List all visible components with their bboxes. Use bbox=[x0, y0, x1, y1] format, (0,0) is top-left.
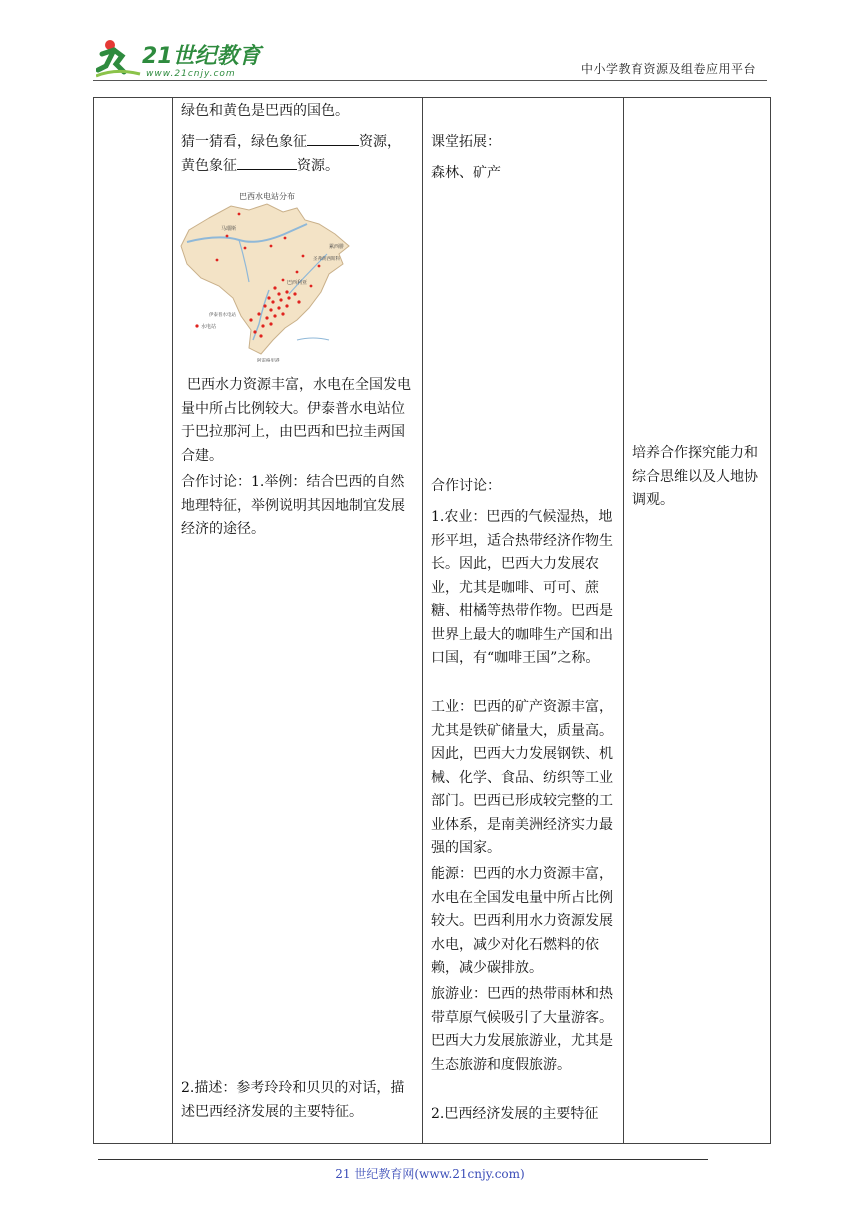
brazil-hydropower-map bbox=[179, 190, 411, 362]
map-legend: 水电站 bbox=[201, 324, 217, 330]
flag-text: 绿色和黄色是巴西的国色。 bbox=[181, 103, 349, 119]
teacher-activity-cell bbox=[423, 98, 624, 1144]
header-divider bbox=[93, 80, 767, 81]
discussion-title: 合作讨论： bbox=[431, 478, 501, 494]
page-header bbox=[0, 0, 860, 90]
extension-answer: 森林、矿产 bbox=[431, 165, 501, 181]
guess-line1-b: 资源， bbox=[359, 134, 401, 150]
map-label-recife: 累西腓 bbox=[329, 244, 345, 250]
table-row bbox=[94, 98, 771, 1144]
extension-title: 课堂拓展： bbox=[431, 134, 501, 150]
lesson-table bbox=[93, 97, 771, 1144]
industry-answer: 工业：巴西的矿产资源丰富，尤其是铁矿储量大，质量高。因此，巴西大力发展钢铁、机械、化学、食品、纺织等工业部门。巴西已形成较完整的工业体系，是南美洲经济实力最强的国家。 bbox=[431, 699, 613, 856]
guess-question bbox=[181, 131, 417, 178]
guess-line2-b: 资源。 bbox=[297, 157, 339, 174]
blank-field-yellow[interactable] bbox=[237, 155, 297, 170]
map-title: 巴西水电站分布 bbox=[239, 192, 295, 201]
footer-link[interactable]: 21 世纪教育网(www.21cnjy.com) bbox=[335, 1167, 525, 1181]
energy-answer: 能源：巴西的水力资源丰富，水电在全国发电量中所占比例较大。巴西利用水力资源发展水电，减少对化石燃料的依赖，减少碳排放。 bbox=[431, 866, 613, 976]
logo-text: 21世纪教育 bbox=[142, 44, 261, 69]
hydro-paragraph: 巴西水力资源丰富，水电在全国发电量中所占比例较大。伊泰普水电站位于巴拉那河上，由巴西和巴拉圭两国合建。 bbox=[181, 377, 411, 464]
footer-divider bbox=[98, 1159, 708, 1160]
design-intent-cell bbox=[624, 98, 771, 1144]
brazil-land bbox=[181, 204, 349, 354]
legend-dot-icon bbox=[195, 324, 198, 327]
map-label-sao-francisco: 圣弗朗西斯科 bbox=[313, 257, 340, 262]
goal-text: 培养合作探究能力和综合思维以及人地协调观。 bbox=[632, 445, 758, 508]
guess-line2-a: 黄色象征 bbox=[181, 157, 237, 174]
student-activity-cell bbox=[173, 98, 423, 1144]
discussion-question: 合作讨论：1.举例：结合巴西的自然地理特征，举例说明其因地制宜发展经济的途径。 bbox=[181, 474, 405, 537]
blank-field-green[interactable] bbox=[307, 131, 359, 146]
logo-url: www.21cnjy.com bbox=[146, 69, 236, 79]
platform-name: 中小学教育资源及组卷应用平台 bbox=[580, 62, 756, 76]
stage-cell bbox=[94, 98, 173, 1144]
guess-line1-a: 猜一猜看，绿色象征 bbox=[181, 134, 307, 150]
tourism-answer: 旅游业：巴西的热带雨林和热带草原气候吸引了大量游客。巴西大力发展旅游业，尤其是生态旅游和度假旅游。 bbox=[431, 986, 613, 1073]
map-label-brasilia: 巴西利亚 bbox=[287, 280, 308, 286]
map-label-porto-alegre: 阿雷格里港 bbox=[257, 359, 280, 362]
logo bbox=[96, 36, 266, 80]
features-answer: 2.巴西经济发展的主要特征 bbox=[431, 1106, 599, 1122]
map-label-manaus: 马瑙斯 bbox=[221, 226, 237, 232]
describe-question: 2.描述：参考玲玲和贝贝的对话，描述巴西经济发展的主要特征。 bbox=[181, 1080, 405, 1120]
agriculture-answer: 1.农业：巴西的气候湿热，地形平坦，适合热带经济作物生长。因此，巴西大力发展农业，尤其是咖啡、可可、蔗糖、柑橘等热带作物。巴西是世界上最大的咖啡生产国和出口国，有“咖啡王国”之称。 bbox=[431, 509, 613, 666]
map-label-itaipu: 伊泰普水电站 bbox=[209, 313, 236, 318]
